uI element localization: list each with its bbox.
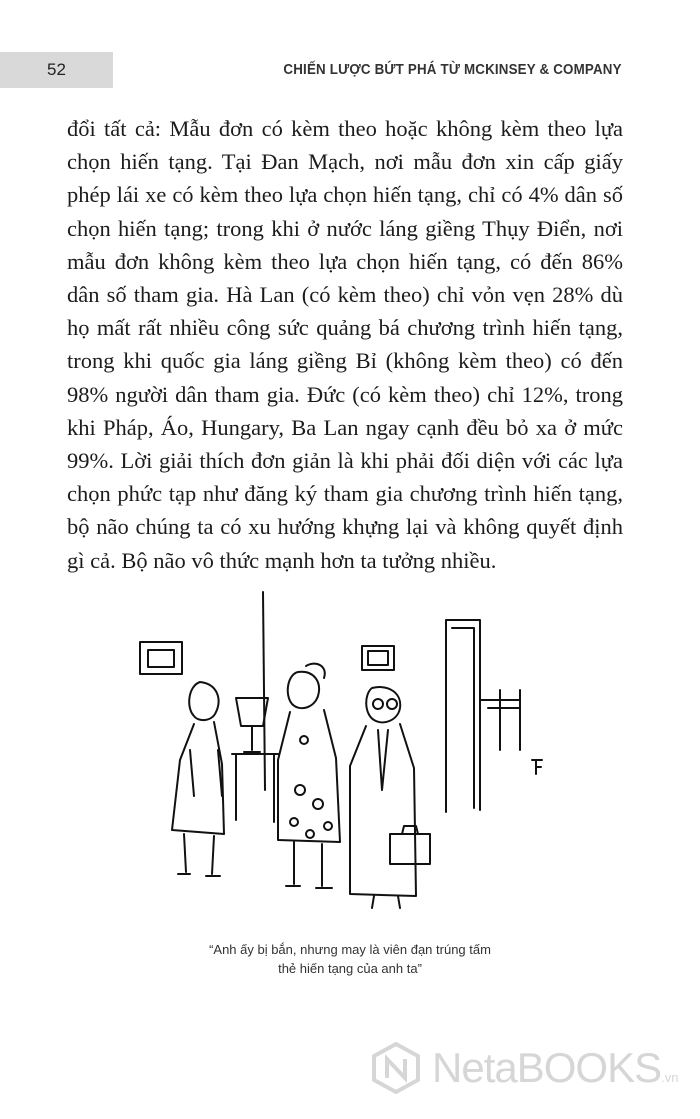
page-number: 52 xyxy=(0,52,113,88)
caption-line-2: thẻ hiến tạng của anh ta” xyxy=(278,961,422,976)
watermark-brand: NetaBOOKS xyxy=(432,1044,662,1091)
running-title: CHIẾN LƯỢC BỨT PHÁ TỪ MCKINSEY & COMPANY xyxy=(283,62,622,78)
page-header xyxy=(0,52,700,88)
caption-line-1: “Anh ấy bị bắn, nhưng may là viên đạn trúng tấm xyxy=(209,942,491,957)
netabooks-logo-icon xyxy=(368,1040,424,1096)
cartoon-illustration xyxy=(128,590,568,910)
watermark xyxy=(368,1038,688,1098)
watermark-suffix: .vn xyxy=(661,1069,679,1085)
body-paragraph: đổi tất cả: Mẫu đơn có kèm theo hoặc không kèm theo lựa chọn hiến tạng. Tại Đan Mạch, nơi mẫu đơn xin cấp giấy phép lái xe có kèm theo lựa chọn hiến tạng, chỉ có 4% dân số chọn hiến tạng; trong khi ở nước láng giềng Thụy Điển, nơi mẫu đơn không kèm theo lựa chọn hiến tạng, có đến 86% dân số tham gia. Hà Lan (có kèm theo) chỉ vỏn vẹn 28% dù họ mất rất nhiều công sức quảng bá chương trình hiến tạng, trong khi quốc gia láng giềng Bỉ (không kèm theo) có đến 98% người dân tham gia. Đức (có kèm theo) chỉ 12%, trong khi Pháp, Áo, Hungary, Ba Lan ngay cạnh đều bỏ xa ở mức 99%. Lời giải thích đơn giản là khi phải đối diện với các lựa chọn phức tạp như đăng ký tham gia chương trình hiến tạng, bộ não chúng ta có xu hướng khựng lại và không quyết định gì cả. Bộ não vô thức mạnh hơn ta tưởng nhiều. xyxy=(67,116,623,573)
figure-caption xyxy=(150,940,550,978)
